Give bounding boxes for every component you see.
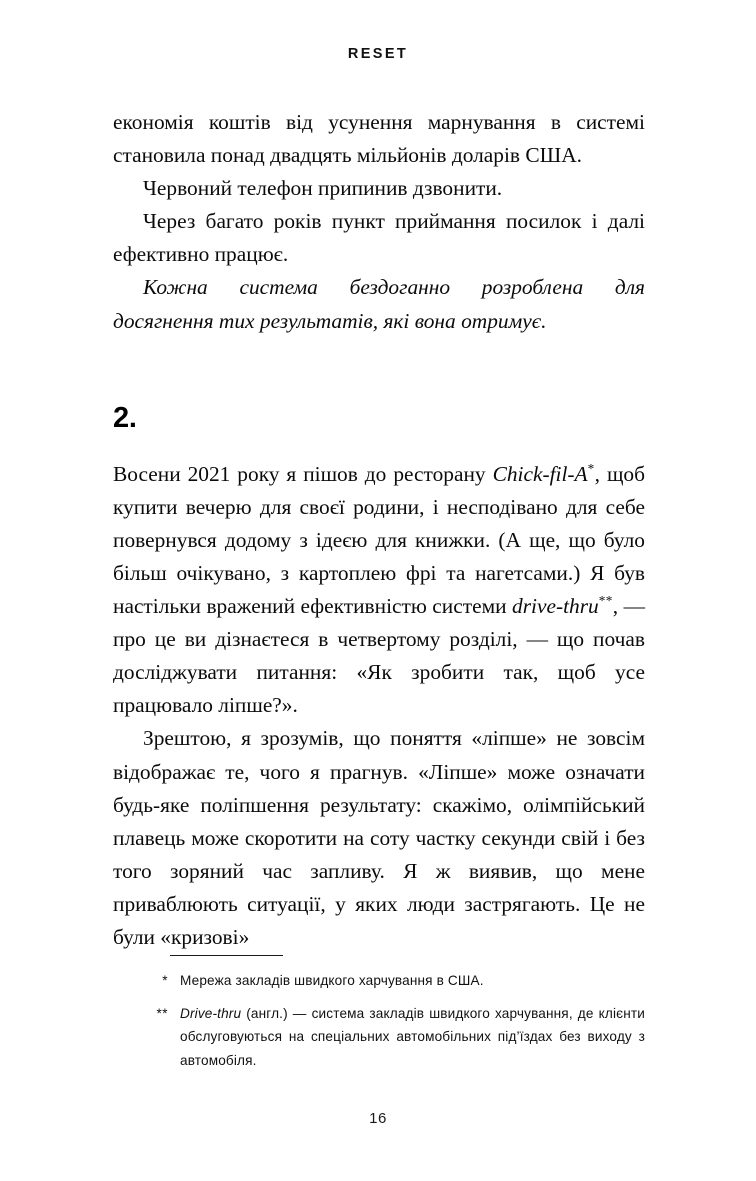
footnotes-block: [113, 955, 645, 1081]
term-drive-thru: drive-thru: [512, 594, 599, 619]
footnote-2-definition: (англ.) — система закладів швидкого харчування, де клієнти обслуговуються на спеціальних автомобільних під’їздах без виходу з автомобіля.: [180, 1005, 645, 1068]
section-spacer-top: [113, 338, 645, 404]
paragraph-chick-fil-a-part2: , щоб купити вечерю для своєї родини, і несподівано для себе повернувся додому з ідеєю для книжки. (А ще, що було більш очікувано, з картоплею фрі та нагетсами.) Я був настільки вражений ефективністю системи: [113, 461, 645, 619]
text-column: [113, 106, 645, 954]
paragraph-better: Зрештою, я зрозумів, що поняття «ліпше» не зовсім відображає те, чого я прагнув. «Ліпше» може означати будь-яке поліпшення результату: скажімо, олімпійський плавець може скоротити на соту частку секунди свій і без того зоряний час запливу. Я ж виявив, що мене приваблюють ситуації, у яких люди застрягають. Це не були «кризові»: [113, 726, 645, 949]
paragraph-parcel-point: Через багато років пункт приймання посилок і далі ефективно працює.: [113, 209, 645, 267]
paragraph-continuation: економія коштів від усунення марнування в системі становила понад двадцять мільйонів доларів США.: [113, 110, 645, 168]
page-number: 16: [369, 1110, 387, 1127]
brand-name-chick-fil-a: Chick-fil-A: [492, 461, 588, 486]
paragraph-chick-fil-a-part1: Восени 2021 року я пішов до ресторану: [113, 461, 493, 486]
footnote-1-text: Мережа закладів швидкого харчування в США.: [180, 973, 484, 988]
running-head: RESET: [347, 46, 409, 62]
paragraph-system-emphasis: Кожна система бездоганно розроблена для досягнення тих результатів, які вона отримує.: [113, 275, 645, 333]
paragraph-chick-fil-a: [113, 458, 645, 723]
section-number-heading: 2.: [113, 401, 137, 434]
footnote-separator-rule: [170, 955, 283, 956]
footnote-item-2: [113, 1002, 645, 1073]
footnote-2-text: [180, 1002, 645, 1073]
paragraph-red-phone: Червоний телефон припинив дзвонити.: [143, 176, 503, 201]
footnote-2-term: Drive-thru: [180, 1005, 242, 1021]
footnote-item-1: [113, 969, 645, 993]
section-spacer-bottom: [113, 433, 645, 458]
paragraph-chick-fil-a-part3: , — про це ви дізнаєтеся в четвертому розділі, — що почав досліджувати питання: «Як зробити так, щоб усе працювало ліпше?».: [113, 594, 645, 718]
footnote-marker-2: **: [598, 592, 613, 608]
footnote-marker-1: *: [587, 460, 595, 476]
footnote-2-marker: **: [156, 1005, 168, 1021]
footnote-1-marker: *: [162, 973, 168, 988]
